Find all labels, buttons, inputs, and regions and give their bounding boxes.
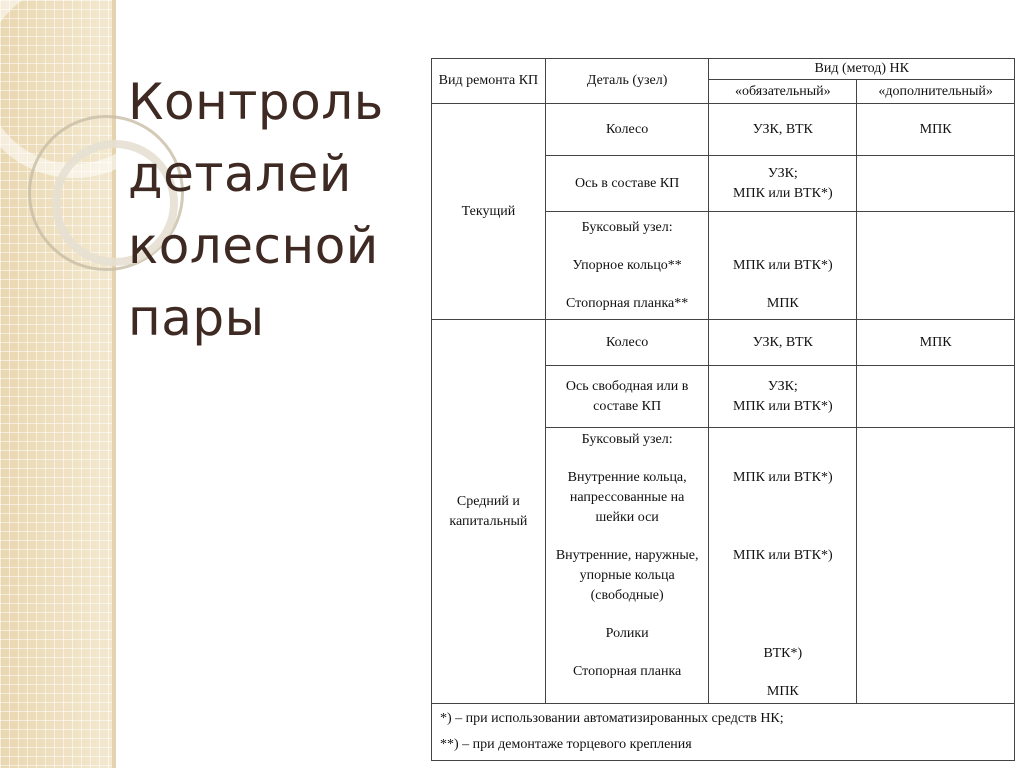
cell-line: Буксовый узел: <box>581 432 673 447</box>
cell-line: Буксовый узел: <box>581 219 673 235</box>
footnote: *) – при использовании автоматизированных средств НК; <box>440 711 784 726</box>
part-cell: Колесо <box>545 320 709 366</box>
additional-cell: МПК <box>857 320 1015 366</box>
ndt-methods-table <box>431 58 1015 761</box>
additional-cell: МПК <box>857 104 1015 156</box>
part-cell: Ось свободная или в составе КП <box>545 366 709 428</box>
cell-line: УЗК; <box>767 165 798 181</box>
cell-line: МПК <box>766 295 799 311</box>
mandatory-cell <box>709 428 857 704</box>
cell-line: МПК или ВТК*) <box>733 257 833 273</box>
mandatory-cell <box>709 212 857 320</box>
header-mandatory: «обязательный» <box>709 80 857 104</box>
footnote: **) – при демонтаже торцевого крепления <box>440 737 692 752</box>
part-cell <box>545 212 709 320</box>
cell-line: МПК или ВТК*) <box>733 398 833 414</box>
mandatory-cell <box>709 366 857 428</box>
cell-line: МПК <box>766 684 799 699</box>
additional-cell <box>857 428 1015 704</box>
cell-line: ВТК*) <box>763 646 803 661</box>
cell-line: Внутренние кольца, напрессованные на шейки оси <box>567 470 687 525</box>
title-line: пары <box>128 289 265 347</box>
part-cell <box>545 428 709 704</box>
title-line: Контроль <box>128 73 384 131</box>
table-footnotes <box>432 704 1015 761</box>
additional-cell <box>857 366 1015 428</box>
repair-type-current: Текущий <box>432 104 546 320</box>
additional-cell <box>857 156 1015 212</box>
header-repair-type: Вид ремонта КП <box>432 59 546 104</box>
additional-cell <box>857 212 1015 320</box>
cell-line: Упорное кольцо** <box>572 257 682 273</box>
cell-line: МПК или ВТК*) <box>733 470 833 485</box>
header-part: Деталь (узел) <box>545 59 709 104</box>
mandatory-cell: УЗК, ВТК <box>709 320 857 366</box>
cell-line: УЗК; <box>767 378 798 394</box>
cell-line: Внутренние, наружные, упорные кольца (свободные) <box>555 548 699 603</box>
cell-line: Стопорная планка <box>573 664 682 679</box>
cell-line: Ролики <box>605 626 649 641</box>
mandatory-cell <box>709 156 857 212</box>
slide-title <box>128 66 384 354</box>
mandatory-cell: УЗК, ВТК <box>709 104 857 156</box>
cell-line: МПК или ВТК*) <box>733 185 833 201</box>
title-line: колесной <box>128 217 379 275</box>
header-additional: «дополнительный» <box>857 80 1015 104</box>
cell-line: МПК или ВТК*) <box>733 548 833 563</box>
part-cell: Колесо <box>545 104 709 156</box>
cell-line: Стопорная планка** <box>566 295 689 311</box>
repair-type-medium: Средний и капитальный <box>432 320 546 704</box>
title-line: деталей <box>128 145 352 203</box>
part-cell: Ось в составе КП <box>545 156 709 212</box>
header-method: Вид (метод) НК <box>709 59 1015 80</box>
